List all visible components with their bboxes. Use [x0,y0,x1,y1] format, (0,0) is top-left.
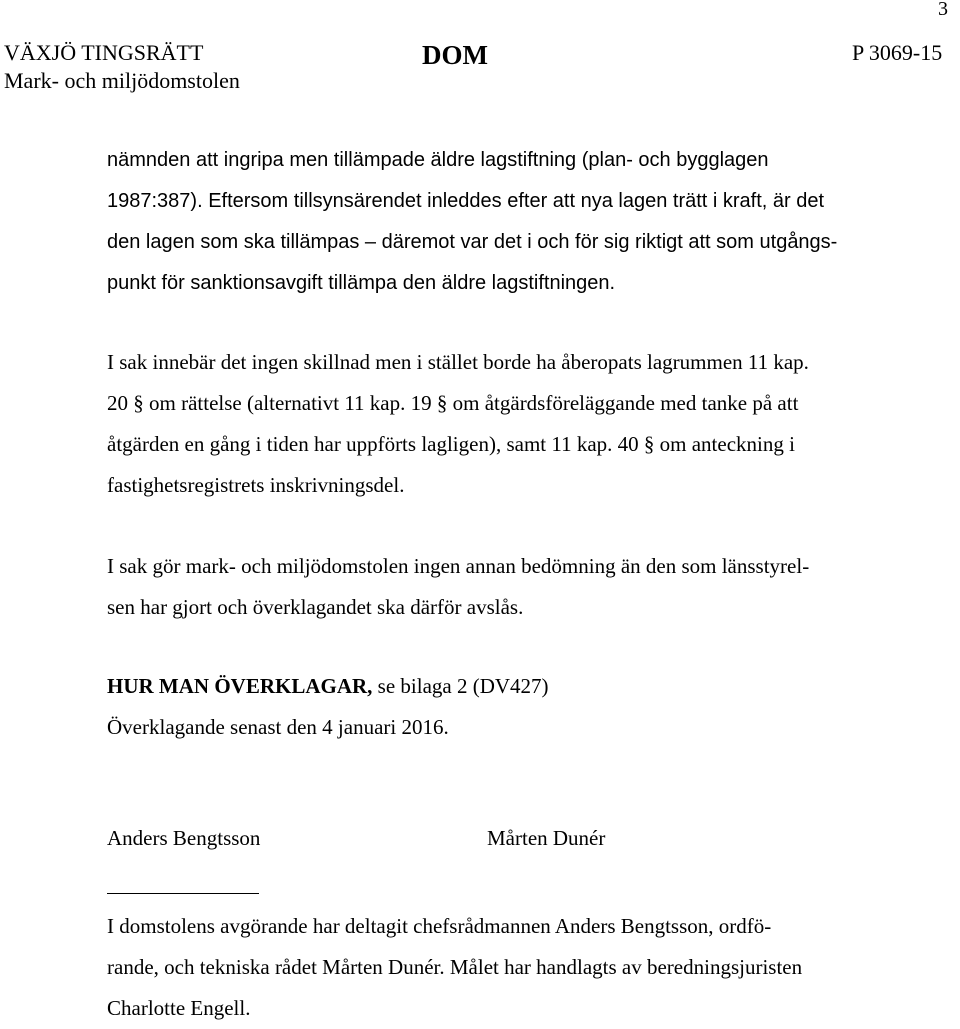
paragraph-2 [107,342,809,506]
appeal-instructions [107,666,549,707]
court-composition [107,906,802,1029]
paragraph-line: I sak innebär det ingen skillnad men i stället borde ha åberopats lagrummen 11 kap. [107,350,809,374]
court-name: VÄXJÖ TINGSRÄTT [4,40,204,65]
appeal-reference: se bilaga 2 (DV427) [372,674,549,698]
case-number: P 3069-15 [852,40,943,65]
page-number: 3 [938,0,948,20]
document-type: DOM [422,40,488,70]
paragraph-line: den lagen som ska tillämpas – däremot var det i och för sig riktigt att som utgångs- [107,231,838,253]
paragraph-line: punkt för sanktionsavgift tillämpa den äldre lagstiftningen. [107,272,616,294]
paragraph-line: åtgärden en gång i tiden har uppförts lagligen), samt 11 kap. 40 § om anteckning i [107,432,795,456]
court-division: Mark- och miljödomstolen [4,68,240,93]
appeal-heading: HUR MAN ÖVERKLAGAR, [107,674,373,698]
paragraph-line: 1987:387). Eftersom tillsynsärendet inleddes efter att nya lagen trätt i kraft, är det [107,190,825,212]
paragraph-line: sen har gjort och överklagandet ska därför avslås. [107,595,524,619]
signer-2: Mårten Dunér [487,826,606,850]
signer-1: Anders Bengtsson [107,826,261,850]
signature-divider [107,893,259,894]
appeal-deadline: Överklagande senast den 4 januari 2016. [107,715,449,739]
paragraph-line: I sak gör mark- och miljödomstolen ingen annan bedömning än den som länsstyrel- [107,554,810,578]
paragraph-3 [107,546,809,628]
paragraph-line: 20 § om rättelse (alternativt 11 kap. 19 § om åtgärdsföreläggande med tanke på att [107,391,799,415]
composition-line: Charlotte Engell. [107,996,251,1020]
composition-line: rande, och tekniska rådet Mårten Dunér. Målet har handlagts av beredningsjuristen [107,955,803,979]
paragraph-1 [107,140,837,304]
paragraph-line: nämnden att ingripa men tillämpade äldre lagstiftning (plan- och bygglagen [107,149,769,171]
composition-line: I domstolens avgörande har deltagit chefsrådmannen Anders Bengtsson, ordfö- [107,914,772,938]
paragraph-line: fastighetsregistrets inskrivningsdel. [107,473,405,497]
